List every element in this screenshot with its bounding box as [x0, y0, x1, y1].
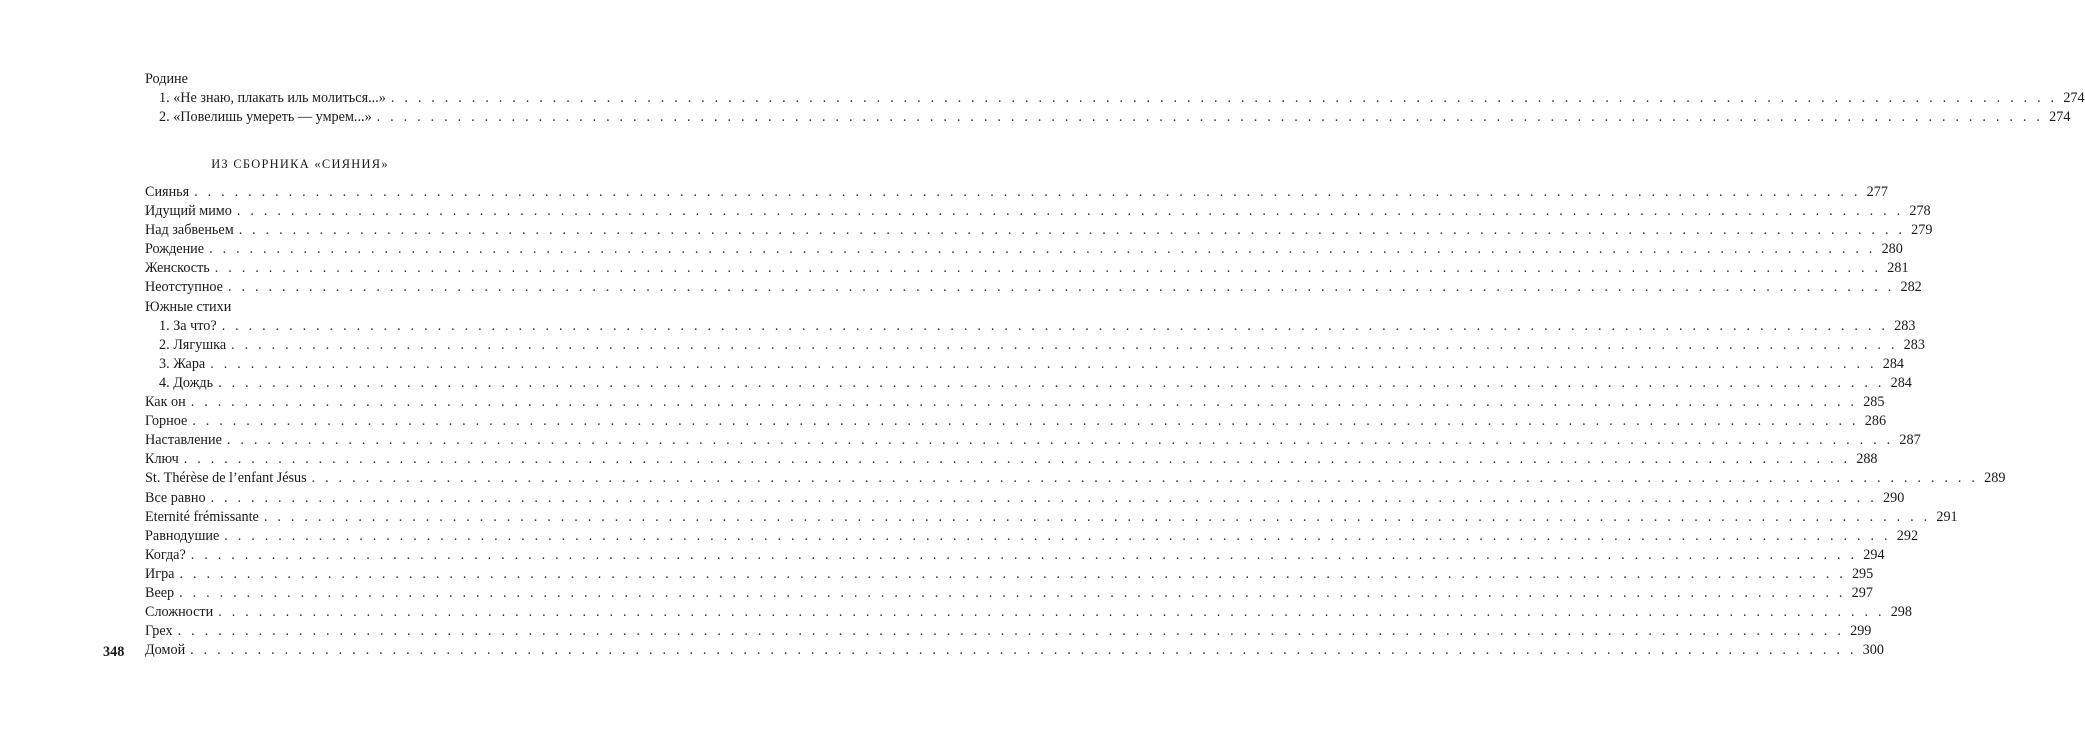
toc-entry-page: 297	[1851, 584, 1873, 601]
leader-dots	[184, 450, 1850, 469]
toc-entry-page: 287	[1899, 432, 1921, 449]
toc-entry	[145, 355, 1904, 374]
toc-entry-page: 281	[1887, 260, 1909, 277]
toc-entry-title: Над забвеньем	[145, 222, 234, 239]
leader-dots	[377, 108, 2043, 127]
toc-entry-title: Домой	[145, 642, 186, 659]
toc-entry	[145, 546, 1885, 565]
toc-entry-title: 1. «Не знаю, плакать иль молиться...»	[159, 90, 386, 107]
toc-entry-title: 4. Дождь	[159, 374, 214, 391]
toc-entry-title: Ключ	[145, 451, 179, 468]
toc-entry-title: Женскость	[145, 260, 210, 277]
toc-entry	[145, 183, 1888, 202]
toc-entry	[145, 108, 2071, 127]
toc-entry-title: Рождение	[145, 241, 205, 258]
leader-dots	[215, 259, 1881, 278]
toc-entry-page: 300	[1862, 642, 1884, 659]
toc-block-rodine	[145, 70, 2085, 127]
leader-dots	[222, 317, 1888, 336]
toc-entry	[145, 603, 1912, 622]
leader-dots	[237, 202, 1903, 221]
toc-entry-page: 279	[1911, 222, 1933, 239]
toc-entry	[145, 336, 1925, 355]
leader-dots	[228, 278, 1894, 297]
toc-entry-title: Равнодушие	[145, 527, 220, 544]
toc-entry-title: Сиянья	[145, 184, 190, 200]
toc-entry-title: 1. За что?	[159, 317, 217, 334]
toc-entry	[145, 240, 1903, 259]
toc-entry-title: Неотступное	[145, 279, 223, 296]
leader-dots	[391, 89, 2057, 108]
toc-entry-page: 283	[1903, 336, 1925, 353]
leader-dots	[190, 641, 1856, 660]
page-number: 348	[103, 644, 125, 660]
toc-entry-title: Веер	[145, 584, 175, 601]
toc-entry-title: Наставление	[145, 432, 222, 449]
toc-entry-title: Как он	[145, 394, 186, 411]
leader-dots	[192, 412, 1858, 431]
leader-dots	[191, 546, 1857, 565]
toc-entry-page: 289	[1984, 470, 2006, 487]
toc-entry	[145, 431, 1921, 450]
toc-entry-title: Горное	[145, 413, 188, 430]
leader-dots	[179, 584, 1845, 603]
toc-entry-page: 280	[1881, 241, 1903, 258]
toc-entry-page: 291	[1936, 508, 1958, 525]
toc-entry	[145, 259, 1909, 278]
toc-entry-page: 274	[2049, 109, 2071, 126]
toc-entry-title: Сложности	[145, 604, 214, 621]
toc-entry-page: 284	[1882, 355, 1904, 372]
toc-entry	[145, 527, 1919, 546]
leader-dots	[224, 527, 1890, 546]
toc-block-siyaniya	[145, 183, 2006, 660]
leader-dots	[231, 336, 1897, 355]
toc-entry	[145, 565, 1874, 584]
toc-entry-page: 278	[1909, 203, 1931, 220]
toc-entry-title: 3. Жара	[159, 355, 206, 372]
toc-entry-page: 292	[1896, 527, 1919, 544]
section-title: ИЗ СБОРНИКА «СИЯНИЯ»	[211, 157, 389, 171]
toc-entry	[145, 412, 1887, 431]
leader-dots	[218, 374, 1884, 393]
toc-entry	[145, 622, 1872, 641]
leader-dots	[218, 603, 1884, 622]
toc-group-title: Родине	[145, 71, 188, 87]
leader-dots	[178, 622, 1844, 641]
toc-entry-page: 285	[1863, 394, 1885, 411]
toc-entry-title: Когда?	[145, 546, 186, 563]
toc-entry	[145, 450, 1878, 469]
leader-dots	[210, 355, 1876, 374]
leader-dots	[239, 221, 1905, 240]
leader-dots	[227, 431, 1893, 450]
toc-entry	[145, 469, 2006, 488]
toc-entry	[145, 221, 1933, 240]
toc-entry-page: 299	[1850, 623, 1872, 640]
toc-entry	[145, 508, 1958, 527]
toc-entry-page: 286	[1864, 413, 1887, 430]
toc-entry	[145, 89, 2085, 108]
toc-entry-page: 277	[1866, 184, 1888, 200]
toc-entry	[145, 202, 1931, 221]
toc-entry-title: Eternité frémissante	[145, 508, 259, 525]
toc-entry	[145, 641, 1884, 660]
toc-entry	[145, 393, 1885, 412]
toc-entry-page: 298	[1890, 604, 1912, 621]
toc-entry-title: Грех	[145, 623, 173, 640]
toc-entry-title: 2. «Повелишь умереть — умрем...»	[159, 109, 372, 126]
toc-entry-page: 282	[1900, 279, 1922, 296]
toc-entry-title: 2. Лягушка	[159, 336, 227, 353]
toc-entry	[145, 489, 1905, 508]
leader-dots	[211, 489, 1877, 508]
toc-entry-page: 288	[1856, 451, 1878, 468]
toc-entry-title: Игра	[145, 565, 175, 582]
leader-dots	[209, 240, 1875, 259]
toc-entry-page: 294	[1863, 546, 1885, 563]
leader-dots	[312, 469, 1978, 488]
toc-entry-page: 295	[1851, 565, 1874, 582]
toc-entry-page: 284	[1890, 374, 1912, 391]
toc-entry-title: Все равно	[145, 489, 206, 506]
toc-entry	[145, 374, 1912, 393]
leader-dots	[264, 508, 1930, 527]
toc-entry	[145, 584, 1873, 603]
leader-dots	[191, 393, 1857, 412]
toc-entry-title: Идущий мимо	[145, 203, 232, 220]
leader-dots	[194, 183, 1860, 202]
toc-entry-page: 283	[1894, 317, 1916, 334]
toc-group-title: Южные стихи	[145, 298, 232, 315]
toc-entry	[145, 278, 1922, 297]
toc-entry	[145, 317, 1916, 336]
leader-dots	[179, 565, 1845, 584]
toc-entry-page: 274	[2063, 90, 2085, 107]
toc-entry-title: St. Thérèse de l’enfant Jésus	[145, 470, 307, 487]
toc-entry-page: 290	[1883, 489, 1905, 506]
